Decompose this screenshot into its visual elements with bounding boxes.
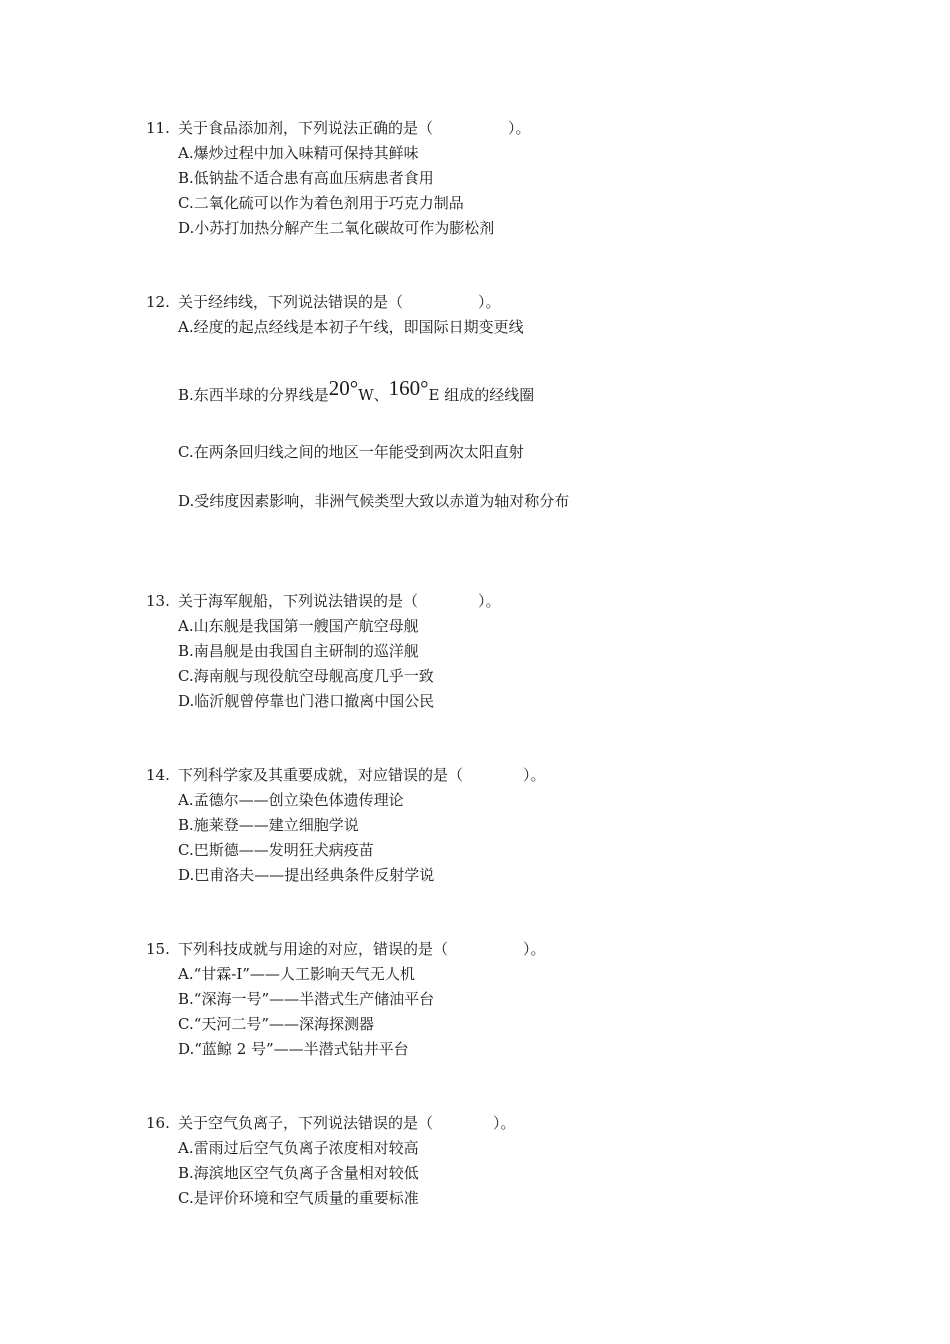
question-stem: 关于空气负离子，下列说法错误的是（ ）。 (178, 1114, 516, 1132)
question-number: 12. (146, 293, 170, 311)
option-d: D.受纬度因素影响，非洲气候类型大致以赤道为轴对称分布 (178, 492, 570, 510)
option-b-lead: B.东西半球的分界线是 (178, 386, 329, 404)
question-number: 16. (146, 1114, 170, 1132)
option-d: D.“蓝鲸 2 号”——半潜式钻井平台 (178, 1040, 409, 1058)
option-a: A.经度的起点经线是本初子午线，即国际日期变更线 (178, 318, 524, 336)
question-stem: 下列科学家及其重要成就，对应错误的是（ ）。 (178, 766, 546, 784)
option-a: A.“甘霖-Ⅰ”——人工影响天气无人机 (178, 965, 415, 983)
option-a: A.山东舰是我国第一艘国产航空母舰 (178, 617, 419, 635)
option-c: C.巴斯德——发明狂犬病疫苗 (178, 841, 374, 859)
option-d: D.小苏打加热分解产生二氧化碳故可作为膨松剂 (178, 219, 495, 237)
option-c: C.是评价环境和空气质量的重要标准 (178, 1189, 419, 1207)
west-marker: W、 (358, 386, 389, 404)
option-b-tail: E 组成的经线圈 (428, 386, 535, 404)
option-b: B.“深海一号”——半潜式生产储油平台 (178, 990, 435, 1008)
question-stem: 下列科技成就与用途的对应，错误的是（ ）。 (178, 940, 546, 958)
option-a: A.雷雨过后空气负离子浓度相对较高 (178, 1139, 419, 1157)
option-a: A.孟德尔——创立染色体遗传理论 (178, 791, 404, 809)
option-b: B.海滨地区空气负离子含量相对较低 (178, 1164, 419, 1182)
question-number: 14. (146, 766, 170, 784)
question-stem: 关于经纬线，下列说法错误的是（ ）。 (178, 293, 501, 311)
option-c: C.“天河二号”——深海探测器 (178, 1015, 375, 1033)
option-b: B.施莱登——建立细胞学说 (178, 816, 359, 834)
option-b (178, 376, 535, 405)
option-d: D.临沂舰曾停靠也门港口撤离中国公民 (178, 692, 435, 710)
degree-value-160: 160° (388, 376, 429, 400)
option-a: A.爆炒过程中加入味精可保持其鲜味 (178, 144, 419, 162)
degree-value-20: 20° (328, 376, 359, 400)
question-stem: 关于食品添加剂，下列说法正确的是（ ）。 (178, 119, 531, 137)
question-number: 15. (146, 940, 170, 958)
option-c: C.在两条回归线之间的地区一年能受到两次太阳直射 (178, 443, 524, 461)
option-b: B.低钠盐不适合患有高血压病患者食用 (178, 169, 434, 187)
option-c: C.海南舰与现役航空母舰高度几乎一致 (178, 667, 434, 685)
question-stem: 关于海军舰船，下列说法错误的是（ ）。 (178, 592, 501, 610)
question-number: 13. (146, 592, 170, 610)
question-number: 11. (146, 119, 170, 137)
option-d: D.巴甫洛夫——提出经典条件反射学说 (178, 866, 435, 884)
option-b: B.南昌舰是由我国自主研制的巡洋舰 (178, 642, 419, 660)
option-c: C.二氧化硫可以作为着色剂用于巧克力制品 (178, 194, 464, 212)
